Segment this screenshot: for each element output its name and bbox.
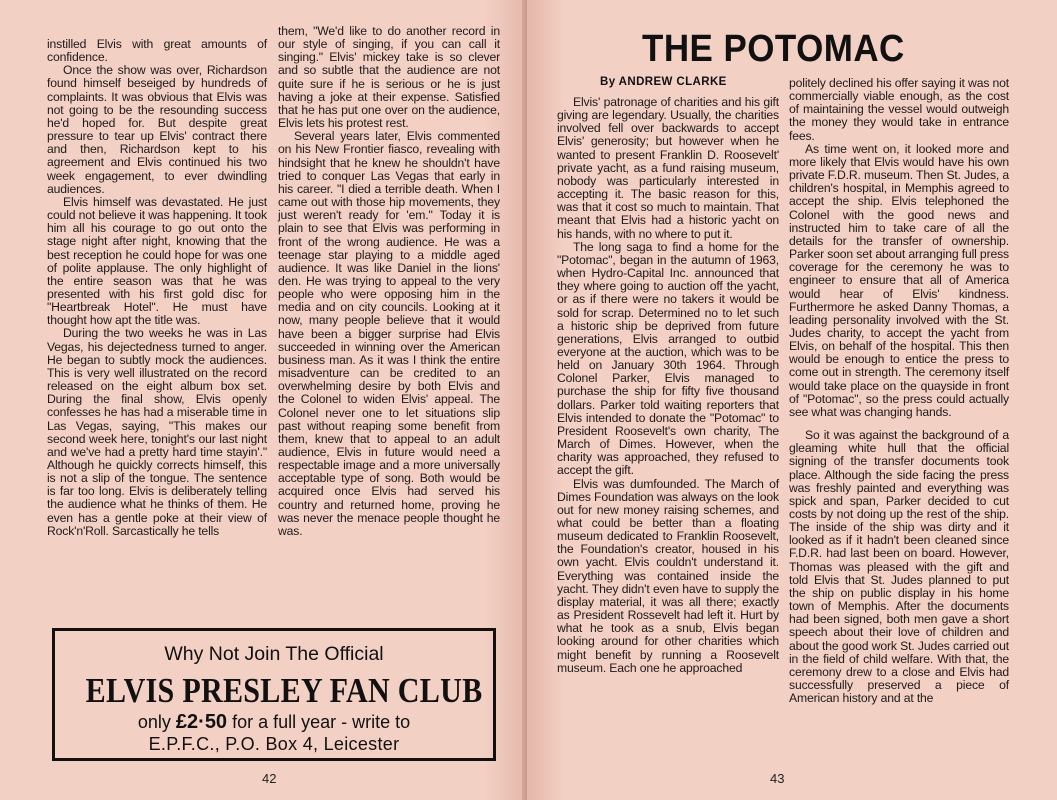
paragraph: Elvis himself was devastated. He just could not believe it was happening. It took him all his courage to go out onto the stage night after night, knowing that the best reception he could hope for was one of polite applause. The only highlight of the entire season was that he was presented with his first gold disc for "Heartbreak Hotel". He must have thought how apt the title was.	[47, 194, 267, 328]
paragraph: Once the show was over, Richardson found himself beseiged by hundreds of complaints. It was obvious that Elvis was not going to be the resounding success he'd hoped for. But despite great pressure to tear up Elvis' contract there and then, Richardson kept to his agreement and Elvis continued his two week engagement, to ever dwindling audiences.	[47, 63, 267, 196]
advert-headline: Why Not Join The Official	[164, 643, 384, 665]
advert-price-post: for a full year - write to	[227, 712, 411, 732]
left-column-2	[278, 25, 500, 538]
advert-club-name: ELVIS PRESLEY FAN CLUB	[85, 671, 483, 710]
page-number-left: 42	[262, 771, 277, 786]
paragraph: Several years later, Elvis commented on his New Frontier fiasco, revealing with hindsight that he knew he shouldn't have tried to conquer Las Vegas that early in his career. "I died a terrible death. When I came out with those hip movements, they just weren't ready for 'em." Today it is plain to see that Elvis was performing in front of the wrong audience. He was a teenage star playing to a middle aged audience. It was like Daniel in the lions' den. He was trying to appeal to the very people who were opposing him in the media and on city councils. Looking at it now, many people believe that it would have been a bigger surprise had Elvis succeeded in winning over the American business man. As it was I think the entire misadventure can be credited to an overwhelming desire by both Elvis and the Colonel to widen Elvis' appeal. The Colonel never one to let situations slip past without reaping some benefit from them, knew that to appeal to an adult audience, Elvis in future would need a respectable image and a more universally acceptable type of song. Both would be acquired once Elvis had served his country and returned home, proving he was never the menace people thought he was.	[278, 129, 500, 538]
right-column-1	[557, 96, 779, 675]
paragraph: So it was against the background of a gleaming white hull that the official signing of the transfer documents took place. Although the side facing the press was freshly painted and everything was spick and span, Parker decided to cut costs by not doing up the rest of the ship. The inside of the ship was dirty and it looked as if it hadn't been cleaned since F.D.R. had last been on board. However, Thomas was pleased with the gift and told Elvis that St. Judes planned to put the ship on public display in his home town of Memphis. After the documents had been signed, both men gave a short speech about their love of children and about the good work St. Judes carried out in the field of child welfare. With that, the ceremony drew to a close and Elvis had successfully preserved a piece of American history and at the	[789, 428, 1009, 706]
page-number-right: 43	[770, 771, 785, 786]
advert-price: £2·50	[175, 711, 228, 733]
paragraph: During the two weeks he was in Las Vegas, his dejectedness turned to anger. He began to subtly mock the audiences. This is very well illustrated on the record released on the eight album box set. During the final show, Elvis openly confesses he has had a miserable time in Las Vegas, saying, "This makes our second week here, tonight's our last night and we've had a pretty hard time stayin'." Although he quickly corrects himself, this is not a slip of the tongue. The sentence is far too long. Elvis is deliberately telling the audience what he thinks of them. He even has a gentle poke at their view of Rock'n'Roll. Sarcastically he tells	[47, 326, 267, 538]
left-page	[0, 0, 527, 800]
article-byline: By ANDREW CLARKE	[600, 76, 727, 88]
article-title: THE POTOMAC	[642, 28, 905, 70]
advert-price-line	[55, 711, 493, 734]
paragraph: Elvis' patronage of charities and his gift giving are legendary. Usually, the charities involved fell over backwards to accept Elvis' generosity; but however when he wanted to present Franklin D. Roosevelt' private yacht, as a fund raising museum, nobody was particularly interested in accepting it. The basic reason for this, was that it cost so much to maintain. That meant that Elvis had a historic yacht on his hands, with no where to put it.	[557, 95, 779, 241]
paragraph: Elvis was dumfounded. The March of Dimes Foundation was always on the look out for new money raising schemes, and what could be better than a floating museum dedicated to Franklin Roosevelt, the Foundation's creator, housed in his own yacht. Elvis couldn't understand it. Everything was contained inside the yacht. They didn't even have to supply the display material, it was all there; exactly as President Rossevelt had left it. Hurt by what he took as a snub, Elvis began looking around for other charities which might benefit by running a Roosevelt museum. Each one he approached	[557, 476, 779, 675]
paragraph: The long saga to find a home for the "Potomac", began in the autumn of 1963, when Hydro-Capital Inc. announced that they where going to auction off the yacht, or as if there were no takers it would be sold for scrap. Determined no to let such a historic ship be deprived from future generations, Elvis arranged to outbid everyone at the auction, which was to be held on January 30th 1964. Through Colonel Parker, Elvis managed to purchase the ship for fifty five thousand dollars. Parker told waiting reporters that Elvis intended to donate the "Potomac" to President Roosevelt's own charity, The March of Dimes. However, when the charity was approached, they refused to accept the gift.	[557, 239, 779, 478]
left-column-1	[47, 38, 267, 538]
paragraph: politely declined his offer saying it was not commercially viable enough, as the cost of maintaining the vessel would outweigh the money they would take in entrance fees.	[789, 76, 1009, 143]
fan-club-advert	[52, 628, 496, 761]
paragraph: instilled Elvis with great amounts of confidence.	[47, 37, 267, 65]
advert-price-pre: only	[137, 712, 176, 732]
advert-address: E.P.F.C., P.O. Box 4, Leicester	[148, 734, 400, 754]
paragraph: As time went on, it looked more and more likely that Elvis would have his own private F.D.R. museum. Then St. Judes, a children's hospital, in Memphis agreed to accept the ship. Elvis telephoned the Colonel with the good news and instructed him to take care of all the details for the transfer of ownership. Parker soon set about arranging full press coverage for the ceremony he was to engineer to ensure that all of America would hear of Elvis' kindness. Furthermore he asked Danny Thomas, a leading personality involved with the St. Judes charity, to accept the yacht from Elvis, on behalf of the hospital. This then would be enough to entice the press to come out in strength. The ceremony itself would take place on the quayside in front of "Potomac", so the press could actually see what was changing hands.	[789, 141, 1010, 419]
paragraph: them, "We'd like to do another record in our style of singing, if you can call it singing." Elvis' mickey take is so clever and so subtle that the audience are not quite sure if he is serious or he is just having a joke at their expense. Satisfied that he has put one over on the audience, Elvis lets his protest rest.	[278, 24, 500, 131]
right-column-2	[789, 77, 1009, 705]
